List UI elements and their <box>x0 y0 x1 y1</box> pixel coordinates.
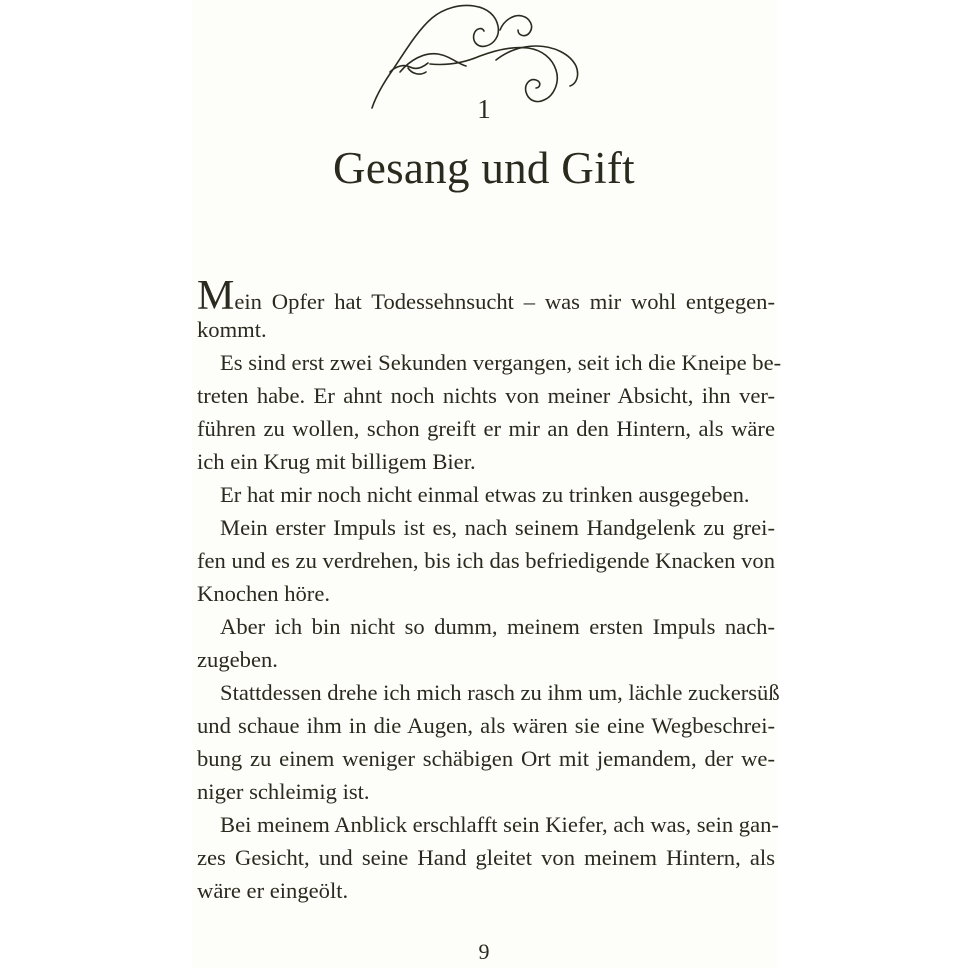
body-line: Mein Opfer hat Todessehnsucht – was mir wohl entgegen- <box>197 273 775 319</box>
body-line: Es sind erst zwei Sekunden vergangen, seit ich die Kneipe be- <box>220 350 782 375</box>
body-line: Bei meinem Anblick erschlafft sein Kiefer, ach was, sein gan- <box>220 812 779 837</box>
chapter-title: Gesang und Gift <box>333 143 635 193</box>
body-line: zes Gesicht, und seine Hand gleitet von meinem Hintern, als <box>197 845 775 870</box>
body-line: Knochen höre. <box>197 581 331 606</box>
body-line: Stattdessen drehe ich mich rasch zu ihm um, lächle zuckersüß <box>220 680 780 705</box>
body-line: niger schleimig ist. <box>197 779 370 804</box>
drop-cap: M <box>197 273 235 319</box>
body-line: wäre er eingeölt. <box>197 878 349 903</box>
body-line: ich ein Krug mit billigem Bier. <box>197 449 476 474</box>
body-line: und schaue ihm in die Augen, als wären sie eine Wegbeschrei- <box>197 713 775 738</box>
body-line: treten habe. Er ahnt noch nichts von meiner Absicht, ihn ver- <box>197 383 775 408</box>
body-line: kommt. <box>197 317 267 342</box>
body-line: Mein erster Impuls ist es, nach seinem Handgelenk zu grei- <box>220 515 775 540</box>
body-line: fen und es zu verdrehen, bis ich das befriedigende Knacken von <box>197 548 775 573</box>
body-line: zugeben. <box>197 647 278 672</box>
body-line: Er hat mir noch nicht einmal etwas zu trinken ausgegeben. <box>220 482 750 507</box>
chapter-number: 1 <box>477 94 491 124</box>
body-line: bung zu einem weniger schäbigen Ort mit jemandem, der we- <box>197 746 775 771</box>
body-line: führen zu wollen, schon greift er mir an den Hintern, als wäre <box>197 416 775 441</box>
page-number: 9 <box>478 939 490 964</box>
body-line: Aber ich bin nicht so dumm, meinem ersten Impuls nach- <box>220 614 775 639</box>
